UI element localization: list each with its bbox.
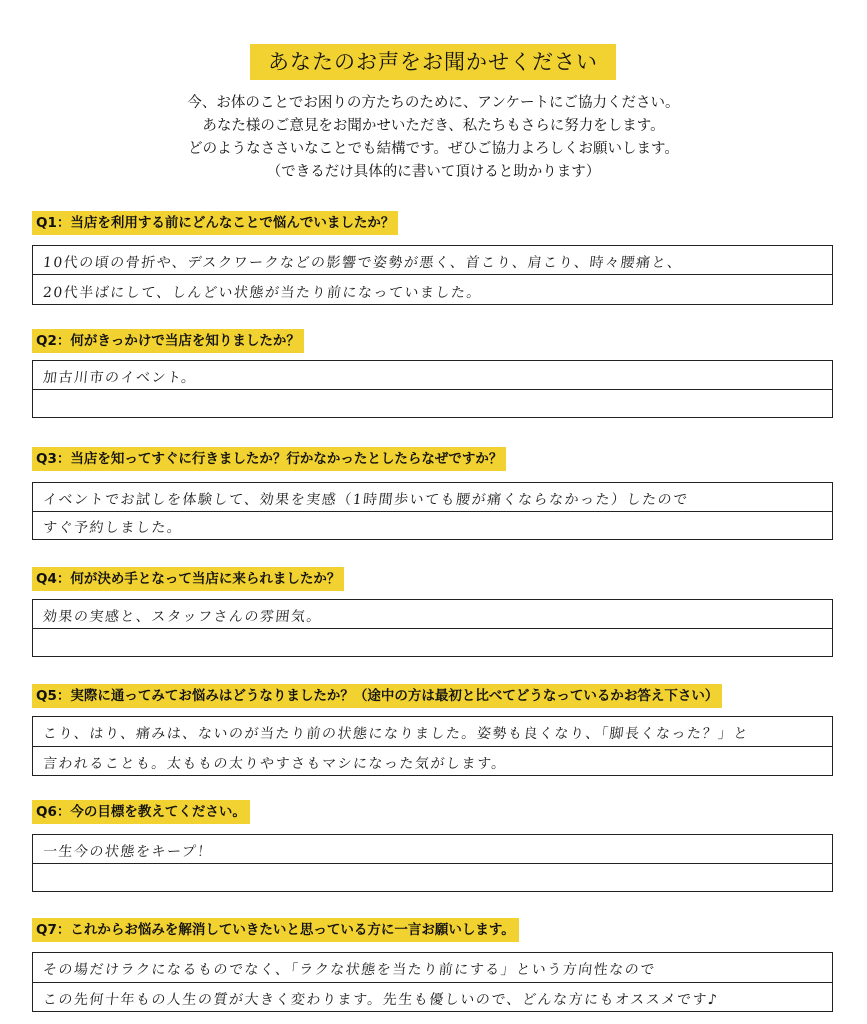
ruled-line [33, 389, 832, 390]
intro-line: 今、お体のことでお困りの方たちのために、アンケートにご協力ください。 [187, 95, 680, 111]
handwritten-answer-line: こり、はり、痛みは、ないのが当たり前の状態になりました。姿勢も良くなり、「脚長くなった？」と [42, 726, 750, 742]
ruled-line [33, 274, 832, 275]
handwritten-answer-line: 言われることも。太ももの太りやすさもマシになった気がします。 [42, 756, 508, 772]
question-label: Q3：当店を知ってすぐに行きましたか？行かなかったとしたらなぜですか？ [32, 447, 506, 471]
handwritten-answer-line: イベントでお試しを体験して、効果を実感（1時間歩いても腰が痛くならなかった）したので [42, 492, 690, 508]
intro-line: どのようなささいなことでも結構です。ぜひご協力よろしくお願いします。 [188, 141, 679, 157]
question-label: Q5：実際に通ってみてお悩みはどうなりましたか？（途中の方は最初と比べてどうなっているかお答え下さい） [32, 684, 722, 708]
intro-line: あなた様のご意見をお聞かせいただき、私たちもさらに努力をします。 [202, 118, 665, 134]
handwritten-answer-line: 一生今の状態をキープ！ [42, 844, 214, 860]
ruled-line [33, 982, 832, 983]
answer-box[interactable] [32, 834, 833, 892]
answer-box[interactable] [32, 482, 833, 540]
question-label: Q1：当店を利用する前にどんなことで悩んでいましたか？ [32, 211, 398, 235]
handwritten-answer-line: その場だけラクになるものでなく、「ラクな状態を当たり前にする」という方向性なので [42, 962, 657, 978]
handwritten-answer-line: 加古川市のイベント。 [42, 370, 198, 386]
ruled-line [33, 746, 832, 747]
ruled-line [33, 628, 832, 629]
answer-box[interactable] [32, 716, 833, 776]
handwritten-answer-line: この先何十年もの人生の質が大きく変わります。先生も優しいので、どんな方にもオススメです♪ [42, 992, 720, 1008]
question-label: Q7：これからお悩みを解消していきたいと思っている方に一言お願いします。 [32, 918, 519, 942]
ruled-line [33, 863, 832, 864]
question-label: Q2：何がきっかけで当店を知りましたか？ [32, 329, 304, 353]
handwritten-answer-line: 効果の実感と、スタッフさんの雰囲気。 [42, 609, 323, 625]
answer-box[interactable] [32, 360, 833, 418]
answer-box[interactable] [32, 245, 833, 305]
answer-box[interactable] [32, 599, 833, 657]
intro-line: （できるだけ具体的に書いて頂けると助かります） [266, 164, 601, 180]
handwritten-answer-line: 20代半ばにして、しんどい状態が当たり前になっていました。 [42, 285, 483, 301]
question-label: Q6：今の目標を教えてください。 [32, 800, 250, 824]
question-label: Q4：何が決め手となって当店に来られましたか？ [32, 567, 344, 591]
handwritten-answer-line: すぐ予約しました。 [42, 520, 184, 536]
page-title: あなたのお声をお聞かせください [250, 44, 616, 80]
answer-box[interactable] [32, 952, 833, 1012]
handwritten-answer-line: 10代の頃の骨折や、デスクワークなどの影響で姿勢が悪く、首こり、肩こり、時々腰痛と、 [42, 255, 684, 271]
ruled-line [33, 511, 832, 512]
